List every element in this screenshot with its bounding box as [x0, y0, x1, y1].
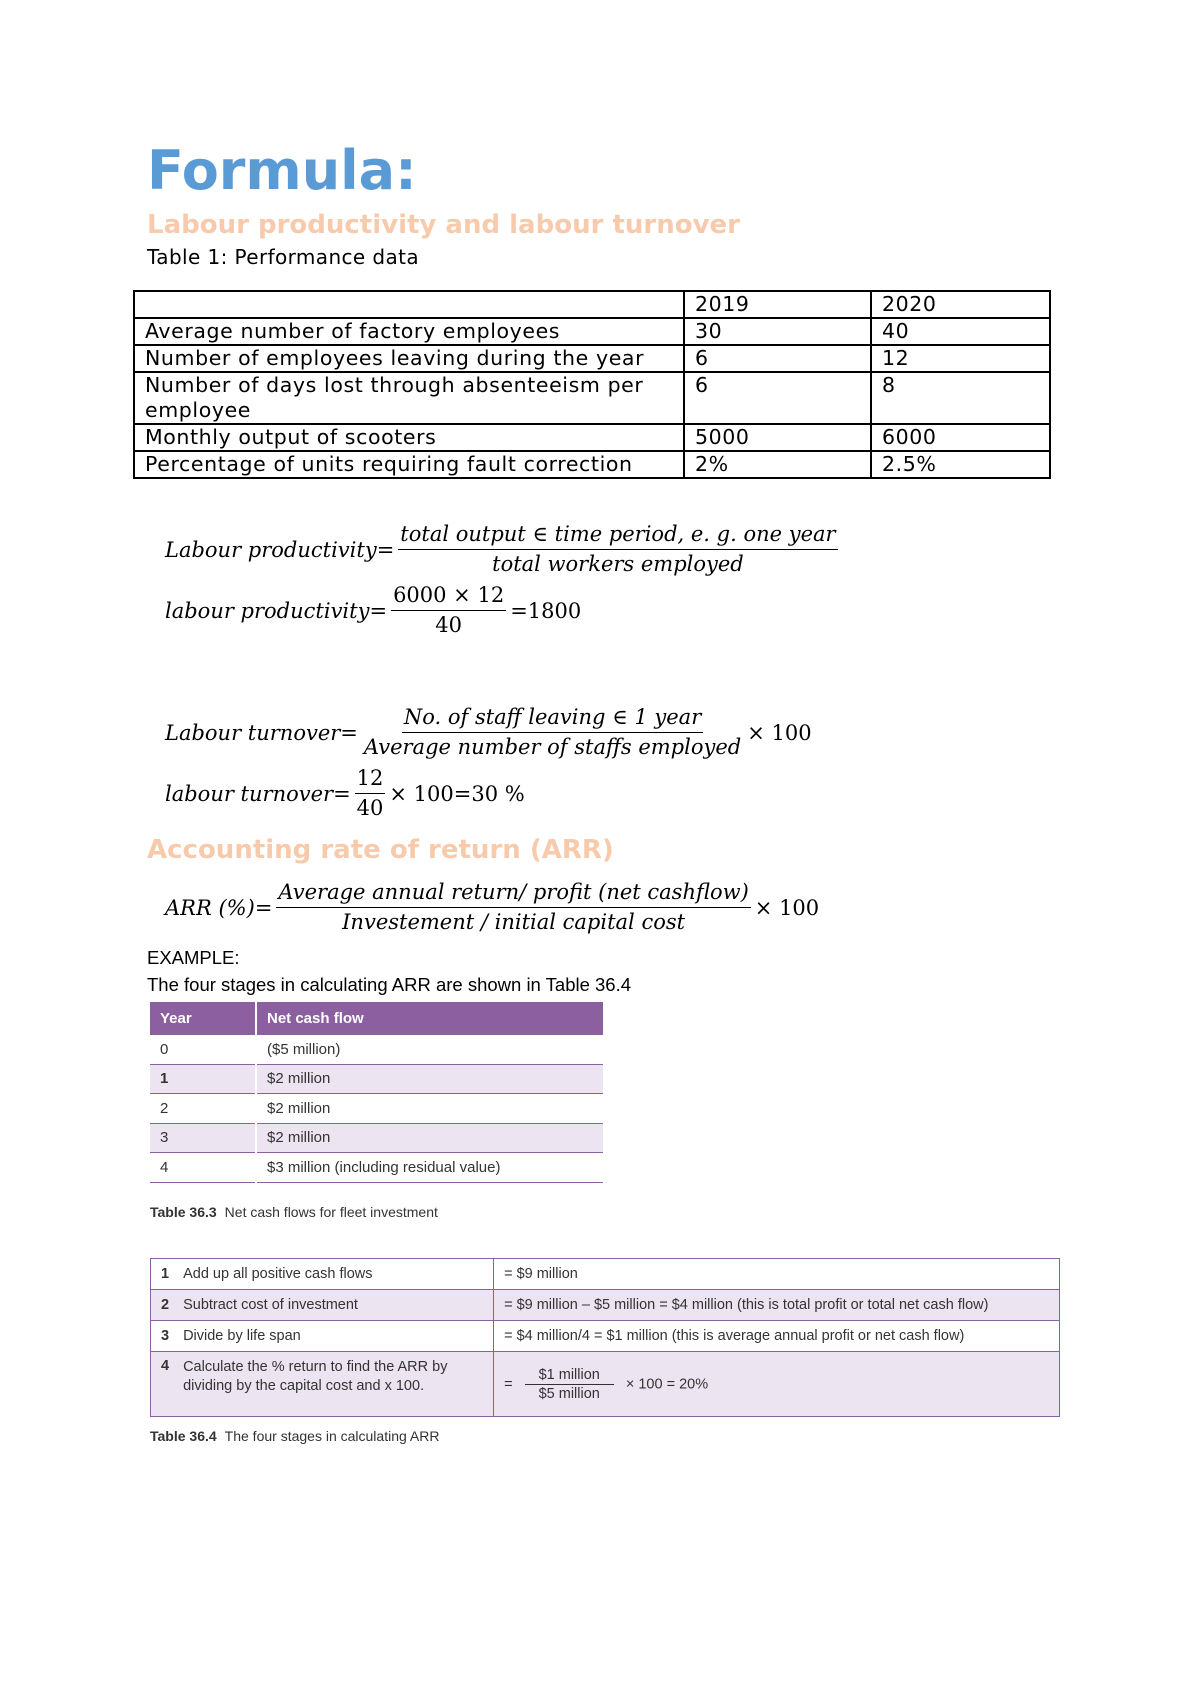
caption-text: Net cash flows for fleet investment: [224, 1204, 438, 1220]
formula-label: Labour productivity: [165, 537, 377, 562]
table-cell: 30: [684, 318, 871, 345]
formula-fraction: [391, 583, 506, 638]
formula-fraction: [362, 705, 743, 760]
table-36-4-caption: [150, 1428, 439, 1444]
table-cell: = $4 million/4 = $1 million (this is average annual profit or net cash flow): [494, 1321, 1060, 1352]
page-title: Formula:: [147, 139, 417, 202]
arr-stages-table: [150, 1258, 1060, 1417]
section-heading-labour: Labour productivity and labour turnover: [147, 210, 740, 241]
formula-multiplier: × 100: [747, 720, 812, 745]
arr-result-cell: [494, 1352, 1060, 1417]
formula-numerator: Average annual return/ profit (net cashflow): [276, 880, 750, 908]
formula-denominator: Investement / initial capital cost: [342, 910, 686, 935]
formula-fraction: [398, 522, 837, 577]
table-row: [151, 1259, 1060, 1290]
table-cell: 8: [871, 372, 1050, 424]
equals-sign: =: [504, 1375, 513, 1392]
formula-result: =1800: [510, 598, 582, 623]
caption-text: The four stages in calculating ARR: [224, 1428, 440, 1444]
table-row: [134, 345, 1050, 372]
formula-numerator: 6000 × 12: [391, 583, 506, 611]
formula-denominator: total workers employed: [492, 552, 744, 577]
caption-number: Table 36.3: [150, 1204, 217, 1220]
table-cell: 40: [871, 318, 1050, 345]
formula-denominator: 40: [435, 613, 462, 638]
table-cell: 6000: [871, 424, 1050, 451]
example-text: The four stages in calculating ARR are shown in Table 36.4: [147, 974, 632, 995]
table-cell: Monthly output of scooters: [134, 424, 684, 451]
table-cell: 2020: [871, 291, 1050, 318]
table-cell: 4: [150, 1153, 256, 1183]
table-cell: 5000: [684, 424, 871, 451]
table-cell: 4: [151, 1352, 174, 1417]
table-cell: = $9 million – $5 million = $4 million (this is total profit or total net cash flow): [494, 1290, 1060, 1321]
table-row: [150, 1153, 603, 1183]
fraction-numerator: $1 million: [525, 1367, 614, 1385]
table-cell: $3 million (including residual value): [256, 1153, 603, 1183]
formula-denominator: 40: [356, 796, 384, 821]
table-cell: 2%: [684, 451, 871, 478]
table-cell: 1: [151, 1259, 174, 1290]
table-cell: 0: [150, 1035, 256, 1064]
labour-productivity-formula: Labour productivity = $\frac{\text{total output ∈ time period, e. g. one year}}{\text{total workers employed}}$: [165, 522, 836, 577]
table-cell: $2 million: [256, 1094, 603, 1124]
table-cell: Number of employees leaving during the year: [134, 345, 684, 372]
labour-turnover-formula: Labour turnover = $\frac{\text{No. of staff leaving ∈ 1 year}}{\text{Average number of staffs employed}}$ × 100: [165, 705, 812, 760]
table-cell: 6: [684, 372, 871, 424]
formula-label: Labour turnover: [165, 720, 341, 745]
table-cell: 2.5%: [871, 451, 1050, 478]
table-cell: 3: [150, 1123, 256, 1153]
table-36-3-caption: [150, 1204, 438, 1220]
caption-number: Table 36.4: [150, 1428, 217, 1444]
table1-caption: Table 1: Performance data: [147, 245, 420, 270]
table-row: [134, 424, 1050, 451]
net-cash-flow-table: [150, 1002, 603, 1183]
formula-numerator: 12: [355, 766, 386, 794]
labour-turnover-calculation: labour turnover = $\frac{12}{40}$ × 100=30 %: [165, 766, 525, 821]
formula-fraction: [276, 880, 750, 935]
table-cell: Average number of factory employees: [134, 318, 684, 345]
table-cell: = $9 million: [494, 1259, 1060, 1290]
table-row: [134, 291, 1050, 318]
table-cell: Subtract cost of investment: [173, 1290, 494, 1321]
table-cell: Calculate the % return to find the ARR by dividing by the capital cost and x 100.: [173, 1352, 494, 1417]
table-cell: Percentage of units requiring fault correction: [134, 451, 684, 478]
table-cell: 12: [871, 345, 1050, 372]
formula-label: labour turnover: [165, 781, 334, 806]
table-cell: Add up all positive cash flows: [173, 1259, 494, 1290]
table-header-row: [150, 1002, 603, 1035]
table-cell: 3: [151, 1321, 174, 1352]
table-row: [150, 1064, 603, 1094]
performance-table: [133, 290, 1051, 479]
formula-result: × 100=30 %: [389, 781, 525, 806]
table-row: [150, 1094, 603, 1124]
table-cell: 2: [150, 1094, 256, 1124]
table-cell: 6: [684, 345, 871, 372]
table-row: [150, 1123, 603, 1153]
table-cell: ($5 million): [256, 1035, 603, 1064]
formula-numerator: total output ∈ time period, e. g. one year: [398, 522, 837, 550]
table-cell: [134, 291, 684, 318]
formula-numerator: No. of staff leaving ∈ 1 year: [402, 705, 703, 733]
labour-productivity-calculation: labour productivity = $\frac{6000 \times 12}{40}$ =1800: [165, 583, 582, 638]
example-label: EXAMPLE:: [147, 947, 240, 968]
table-row: [151, 1352, 1060, 1417]
fraction-denominator: $5 million: [538, 1385, 600, 1402]
table-row: [151, 1290, 1060, 1321]
section-heading-arr: Accounting rate of return (ARR): [147, 835, 614, 865]
table-cell: $2 million: [256, 1064, 603, 1094]
table-cell: Divide by life span: [173, 1321, 494, 1352]
table-cell: Number of days lost through absenteeism per employee: [134, 372, 684, 424]
formula-fraction: [355, 766, 386, 821]
table-row: [134, 372, 1050, 424]
column-header: Net cash flow: [256, 1002, 603, 1035]
table-row: [134, 318, 1050, 345]
table-cell: 2: [151, 1290, 174, 1321]
table-row: [150, 1035, 603, 1064]
table-cell: $2 million: [256, 1123, 603, 1153]
column-header: Year: [150, 1002, 256, 1035]
formula-multiplier: × 100: [754, 895, 820, 920]
arr-result-value: × 100 = 20%: [625, 1375, 709, 1392]
table-row: [134, 451, 1050, 478]
table-row: [151, 1321, 1060, 1352]
formula-label: ARR (%): [165, 895, 255, 920]
table-cell: 1: [150, 1064, 256, 1094]
arr-formula: ARR (%) = $\frac{\text{Average annual return/ profit (net cashflow)}}{\text{Investement / initial capital cost}}$ × 100: [165, 880, 820, 935]
formula-label: labour productivity: [165, 598, 370, 623]
formula-denominator: Average number of staffs employed: [363, 735, 742, 760]
arr-result-fraction: [525, 1367, 614, 1402]
table-cell: 2019: [684, 291, 871, 318]
